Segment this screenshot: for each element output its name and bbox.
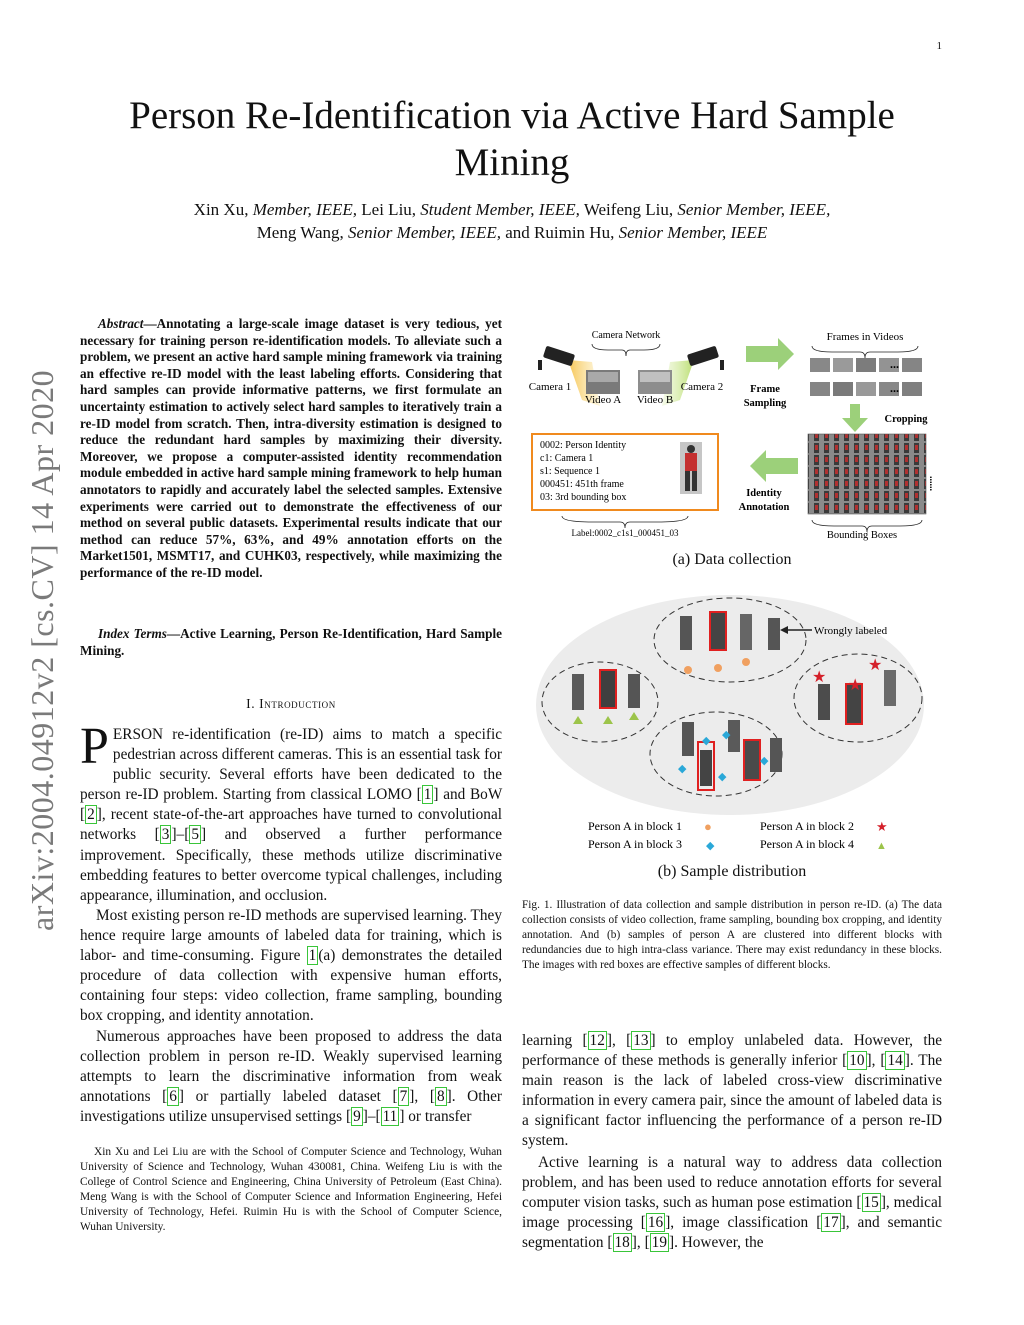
citation-link[interactable]: 15 <box>863 1194 879 1212</box>
circle-marker-icon <box>742 658 750 666</box>
arxiv-stamp[interactable]: arXiv:2004.04912v2 [cs.CV] 14 Apr 2020 <box>24 369 60 931</box>
brace-icon <box>592 344 660 356</box>
index-terms-text: Active Learning, Person Re-Identification, Hard Sample Mining. <box>80 626 502 658</box>
figure-a-data-collection <box>522 322 942 552</box>
legend-triangle-icon: ▲ <box>876 840 887 852</box>
abstract-text: Annotating a large-scale image dataset is very tedious, yet necessary for training person re-identification models. To alleviate such a problem, we present an active hard sample mining framework via training an effective re-ID model with the least labeling efforts. Considering that hard samples can provide informative patterns, we first formulate an uncertainty estimation to actively select hard samples to iteratively train a re-ID model from scratch. Then, intra-diversity estimation is designed to reduce the redundant hard samples by maximizing their diversity. Moreover, we propose a computer-assisted identity recommendation module embedded in active hard sample mining framework to help human annotators to rapidly and accurately label the selected samples. Extensive experiments were carried out to demonstrate the effectiveness of our method on several public datasets. Experimental results indicate that our method can reduce 57%, 63%, and 49% annotation efforts on the Market1501, MSMT17, and CUHK03, respectively, while maximizing the performance of the re-ID model. <box>80 316 502 580</box>
author-role: Student Member, IEEE, <box>420 200 580 219</box>
citation-link[interactable]: 11 <box>382 1108 398 1126</box>
author-name: and Ruimin Hu, <box>505 223 615 242</box>
info-line: 0002: Person Identity <box>540 440 627 451</box>
citation-link[interactable]: 18 <box>614 1234 630 1252</box>
citation-link[interactable]: 3 <box>161 826 170 844</box>
author-role: Senior Member, IEEE, <box>677 200 831 219</box>
citation-link[interactable]: 9 <box>353 1108 361 1126</box>
frame-sampling-label: Sampling <box>743 398 787 409</box>
citation-link[interactable]: 2 <box>87 806 95 824</box>
legend-label: Person A in block 1 <box>588 819 683 833</box>
arrow-down-icon <box>842 404 868 432</box>
legend <box>588 819 888 852</box>
camera-1-label: Camera 1 <box>528 381 572 393</box>
legend-label: Person A in block 2 <box>760 819 855 833</box>
citation-link[interactable]: 12 <box>589 1032 605 1049</box>
author-name: Xin Xu, <box>193 200 249 219</box>
video-b-label: Video B <box>636 394 674 406</box>
citation-link[interactable]: 5 <box>191 826 199 844</box>
author-role: Senior Member, IEEE, <box>348 223 501 242</box>
figure-caption: Fig. 1. Illustration of data collection and sample distribution in person re-ID. (a) The data collection consists of video collection, frame sampling, bounding box cropping, and identity annotation. And (b) samples of person A are clustered into different blocks with redundancies due to high intra-class variance. There may exist redundancy in these blocks. The images with red boxes are effective samples of different blocks. <box>522 899 942 971</box>
camera-1-icon <box>538 346 575 370</box>
citation-link[interactable]: 16 <box>647 1214 664 1232</box>
wrongly-labeled-annotation: Wrongly labeled <box>814 625 888 637</box>
author-role: Senior Member, IEEE <box>618 223 768 242</box>
diamond-marker-icon: ◆ <box>702 735 711 747</box>
bounding-boxes-label: Bounding Boxes <box>826 530 898 541</box>
citation-link[interactable]: 1 <box>423 786 432 804</box>
star-marker-icon: ★ <box>868 657 883 674</box>
intro-paragraph: Most existing person re-ID methods are supervised learning. They hence require large amounts of labeled data for training, which is labor- and time-consuming. Figure 1 (a) demonstrates the detailed procedure of data collection with expensive human efforts, containing four steps: video collection, frame sampling, bounding box cropping, and identity annotation. <box>80 907 502 1025</box>
citation-link[interactable]: 8 <box>436 1088 445 1106</box>
abstract-label: Abstract <box>98 316 144 331</box>
legend-star-icon: ★ <box>876 819 888 834</box>
intro-paragraph: Numerous approaches have been proposed to address the data collection problem in person re-ID. Weakly supervised learning attempts to learn the discriminative information from weak annotations [ 6 ] or partially labeled dataset [ 7 ], [ 8 ]. Other investigations utilize unsupervised settings [ 9 ]–[ 11 ] or transfer <box>80 1028 503 1126</box>
author-footnote: Xin Xu and Lei Liu are with the School of Computer Science and Technology, Wuhan University of Science and Technology, Wuhan 430081, China. Weifeng Liu is with the College of Control Science and Engineering, China University of Petroleum (East China). Meng Wang is with the School of Computer Science and Information Engineering, Hefei University of Technology, Hefei. Ruimin Hu is with the School of Computer Science, Wuhan University. <box>80 1146 502 1233</box>
author-name: Weifeng Liu, <box>583 200 674 219</box>
identity-annotation-label: Annotation <box>738 502 790 513</box>
abstract: Abstract—Annotating a large-scale image dataset is very tedious, yet necessary for training person re-identification models. To alleviate such a problem, we present an active hard sample mining framework via training an effective re-ID model with the least labeling efforts. Considering that hard samples can provide informative patterns, we first formulate an uncertainty estimation to actively select hard samples to iteratively train a re-ID model from scratch. Then, intra-diversity estimation is designed to reduce the redundant hard samples by maximizing their diversity. Moreover, we propose a computer-assisted identity recommendation module embedded in active hard sample mining framework to help human annotators to rapidly and accurately label the selected samples. Extensive experiments were carried out to demonstrate the effectiveness of our method on several public datasets. Experimental results indicate that our method can reduce 57%, 63%, and 49% annotation efforts on the Market1501, MSMT17, and CUHK03, respectively, while maximizing the performance of the re-ID model. <box>80 316 502 580</box>
section-heading: I. Introduction <box>246 696 336 711</box>
legend-circle-icon: ● <box>704 819 712 834</box>
page-number: 1 <box>936 40 942 52</box>
legend-label: Person A in block 4 <box>760 837 855 851</box>
arrow-left-icon <box>750 450 798 482</box>
subfigure-b-caption: (b) Sample distribution <box>657 863 807 880</box>
figure-b-sample-distribution <box>522 590 942 860</box>
frame-sampling-label: Frame <box>750 384 780 395</box>
frames-in-videos-label: Frames in Videos <box>826 331 904 343</box>
diamond-marker-icon: ◆ <box>678 763 687 775</box>
index-terms-label: Index Terms <box>98 626 167 641</box>
info-line: 000451: 451th frame <box>540 479 624 490</box>
subfigure-a-caption: (a) Data collection <box>672 551 792 568</box>
svg-text:...: ... <box>890 381 899 395</box>
camera-network-label: Camera Network <box>591 330 661 341</box>
circle-marker-icon <box>714 664 722 672</box>
star-marker-icon: ★ <box>812 669 827 686</box>
intro-paragraph: PERSON re-identification (re-ID) aims to match a specific pedestrian across different cameras. This is an essential task for public security. Several efforts have been dedicated to the person re-ID problem. Starting from classical LOMO [ 1 ] and BoW [ 2 ], recent state-of-the-art approaches have turned to convolutional networks [ 3 ]–[ 5 ] and observed a further performance improvement. Specifically, these methods utilize discriminative embedding features to better overcome typical challenges, including appearance, illumination, and occlusion. <box>80 718 503 904</box>
info-line: c1: Camera 1 <box>540 453 594 464</box>
camera-2-label: Camera 2 <box>680 381 724 393</box>
citation-link[interactable]: 10 <box>849 1052 865 1070</box>
drop-cap: P <box>80 718 109 775</box>
label-code: Label:0002_c1s1_000451_03 <box>571 528 679 538</box>
legend-label: Person A in block 3 <box>588 837 683 851</box>
figure-link[interactable]: 1 <box>308 947 317 965</box>
frame-thumbnails <box>810 358 922 396</box>
star-marker-icon: ★ <box>848 677 863 694</box>
citation-link[interactable]: 13 <box>633 1032 649 1049</box>
identity-annotation-label: Identity <box>746 488 782 499</box>
body-paragraph: learning [ 12 ], [ 13 ] to employ unlabeled data. However, the performance of these methods is generally inferior [ 10 ], [ 14 ]. The main reason is the lack of labeled cross-view discriminative information in every camera pair, since the amount of labeled data is a significant factor influencing the performance of a person re-ID system. <box>522 1032 943 1150</box>
citation-link[interactable]: 7 <box>399 1088 408 1106</box>
bounding-boxes-grid <box>808 434 926 514</box>
author-role: Member, IEEE, <box>252 200 358 219</box>
index-terms: Index Terms—Active Learning, Person Re-Identification, Hard Sample Mining. <box>80 626 502 658</box>
section-title: Introduction <box>259 696 336 711</box>
svg-text:......: ...... <box>927 476 938 491</box>
citation-link[interactable]: 17 <box>823 1214 839 1232</box>
cropping-label: Cropping <box>884 414 928 425</box>
citation-link[interactable]: 14 <box>887 1052 903 1070</box>
svg-text:...: ... <box>890 357 899 371</box>
camera-2-icon <box>687 346 724 370</box>
diamond-marker-icon: ◆ <box>722 729 731 741</box>
author-list <box>110 198 914 244</box>
diamond-marker-icon: ◆ <box>718 771 727 783</box>
citation-link[interactable]: 6 <box>169 1088 177 1106</box>
citation-link[interactable]: 19 <box>651 1234 667 1252</box>
author-name: Lei Liu, <box>361 200 417 219</box>
circle-marker-icon <box>684 666 692 674</box>
diamond-marker-icon: ◆ <box>760 755 769 767</box>
author-name: Meng Wang, <box>256 223 344 242</box>
info-line: 03: 3rd bounding box <box>540 492 627 503</box>
paper-title: Person Re-Identification via Active Hard Sample Mining <box>129 94 895 184</box>
body-paragraph: Active learning is a natural way to address data collection problem, and has been used to reduce annotation efforts for several computer vision tasks, such as human pose estimation [ 15 ], medical image processing [ 16 ], image classification [ 17 ], and semantic segmentation [ 18 ], [ 19 ]. However, the <box>522 1154 942 1252</box>
info-line: s1: Sequence 1 <box>540 466 600 477</box>
person-crop-image <box>680 442 702 494</box>
video-a-label: Video A <box>584 394 622 406</box>
legend-diamond-icon: ◆ <box>706 840 715 852</box>
